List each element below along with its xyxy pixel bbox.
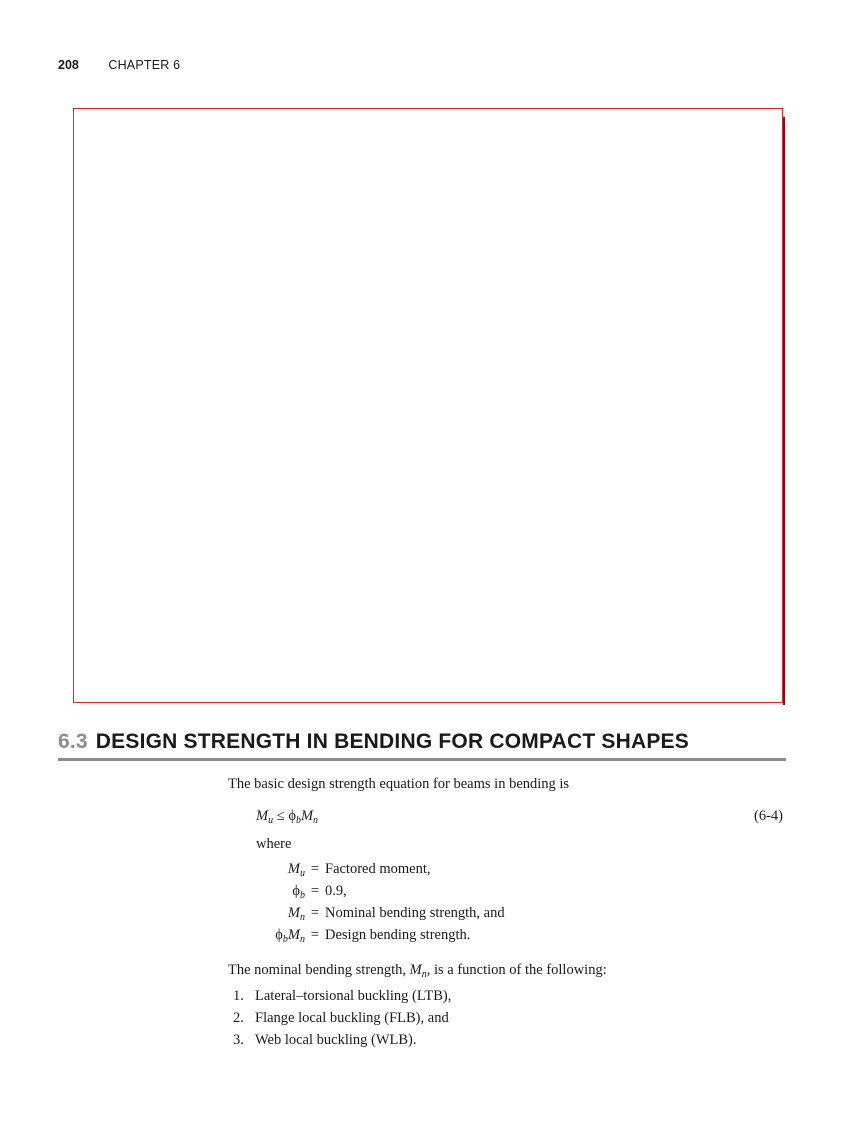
design-equation: $M_u \le \phi_bM_n$ bbox=[256, 808, 319, 826]
list-item: 1. Lateral–torsional buckling (LTB), bbox=[233, 988, 452, 1004]
section-number: 6.3 bbox=[58, 730, 88, 753]
running-head bbox=[58, 58, 180, 72]
section-rule bbox=[58, 758, 786, 761]
nominal-strength-sentence: The nominal bending strength, $M_n$, is a function of the following: bbox=[228, 962, 607, 980]
definition-row: $M_n$ = Nominal bending strength, and bbox=[287, 905, 505, 923]
list-item: 2. Flange local buckling (FLB), and bbox=[233, 1010, 449, 1026]
definitions-list bbox=[250, 861, 505, 949]
section-title: DESIGN STRENGTH IN BENDING FOR COMPACT SHAPES bbox=[95, 730, 689, 753]
definition-row: $\phi_b$ = 0.9, bbox=[292, 883, 347, 901]
chapter-label: CHAPTER 6 bbox=[108, 58, 181, 72]
limit-states-list bbox=[233, 988, 451, 1054]
definition-row: $M_u$ = Factored moment, bbox=[287, 861, 431, 879]
intro-paragraph: The basic design strength equation for beams in bending is bbox=[228, 776, 570, 792]
where-label: where bbox=[256, 836, 292, 852]
page-number: 208 bbox=[58, 58, 79, 72]
definition-row: $\phi_bM_n$ = Design bending strength. bbox=[275, 927, 471, 945]
list-item: 3. Web local buckling (WLB). bbox=[233, 1032, 417, 1048]
equation-number: (6-4) bbox=[754, 808, 783, 824]
section-heading bbox=[58, 730, 786, 754]
figure-placeholder-box bbox=[73, 108, 783, 703]
